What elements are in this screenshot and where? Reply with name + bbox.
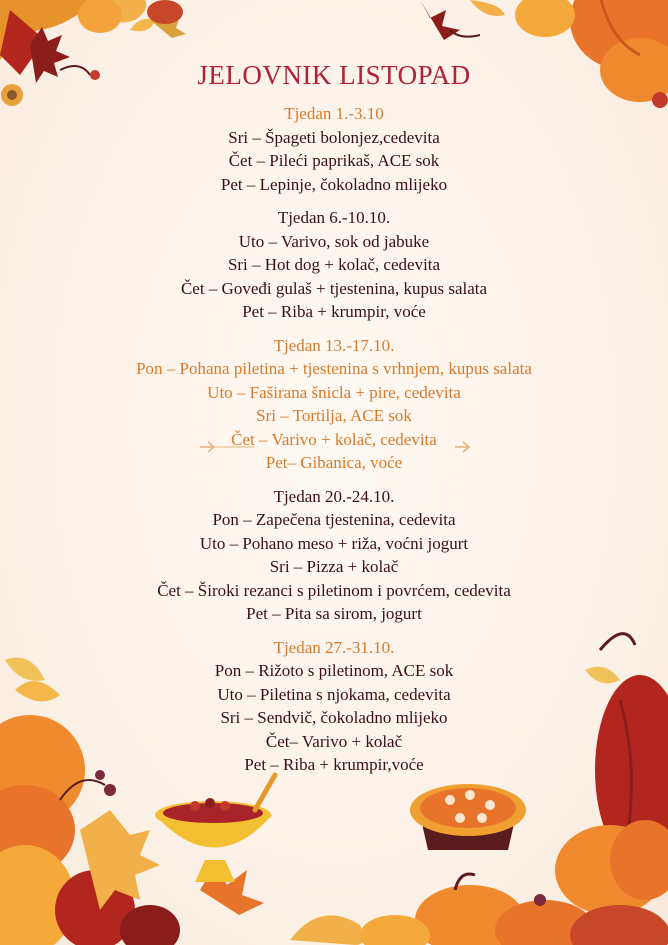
menu-line: Pet – Lepinje, čokoladno mlijeko xyxy=(220,174,448,194)
week-block-2 xyxy=(0,206,668,324)
menu-line: Čet – Goveđi gulaš + tjestenina, kupus salata xyxy=(180,278,488,298)
menu-content xyxy=(0,60,668,787)
menu-line: Pet – Pita sa sirom, jogurt xyxy=(246,604,422,623)
week-heading: Tjedan 13.-17.10. xyxy=(273,335,395,355)
week-heading: Tjedan 20.-24.10. xyxy=(273,486,395,506)
week-heading: Tjedan 1.-3.10 xyxy=(284,104,384,123)
menu-line: Sri – Sendvič, čokoladno mlijeko xyxy=(220,708,448,727)
menu-line: Pet – Riba + krumpir, voće xyxy=(242,302,426,321)
week-heading: Tjedan 27.-31.10. xyxy=(273,637,395,657)
menu-line: Sri – Špageti bolonjez,cedevita xyxy=(228,127,440,147)
menu-line: Uto – Pohano meso + riža, voćni jogurt xyxy=(199,533,469,553)
menu-line: Uto – Faširana šnicla + pire, cedevita xyxy=(207,382,461,402)
week-block-1 xyxy=(0,102,668,196)
menu-line: Pet – Riba + krumpir,voće xyxy=(244,755,424,774)
week-block-4 xyxy=(0,485,668,626)
week-block-3 xyxy=(0,334,668,475)
bowl-illustration xyxy=(155,775,275,882)
menu-line: Čet – Široki rezanci s piletinom i povrćem, cedevita xyxy=(157,580,511,600)
week-block-5 xyxy=(0,636,668,777)
menu-title: JELOVNIK LISTOPAD xyxy=(197,60,471,90)
menu-line: Pon – Zapečena tjestenina, cedevita xyxy=(212,510,456,529)
menu-line: Čet– Varivo + kolač xyxy=(265,731,403,751)
menu-line: Čet – Varivo + kolač, cedevita xyxy=(231,429,437,449)
pie-illustration xyxy=(410,784,526,850)
menu-line: Pet– Gibanica, voće xyxy=(265,453,403,472)
menu-line: Pon – Rižoto s piletinom, ACE sok xyxy=(214,661,454,680)
menu-line: Čet – Pileći paprikaš, ACE sok xyxy=(228,151,440,170)
menu-line: Sri – Hot dog + kolač, cedevita xyxy=(227,255,441,274)
menu-line: Sri – Pizza + kolač xyxy=(269,557,399,576)
week-heading: Tjedan 6.-10.10. xyxy=(277,208,391,227)
menu-line: Uto – Varivo, sok od jabuke xyxy=(238,231,430,251)
menu-line: Sri – Tortilja, ACE sok xyxy=(256,406,412,425)
menu-line: Pon – Pohana piletina + tjestenina s vrhnjem, kupus salata xyxy=(136,359,532,378)
menu-line: Uto – Piletina s njokama, cedevita xyxy=(217,684,451,704)
